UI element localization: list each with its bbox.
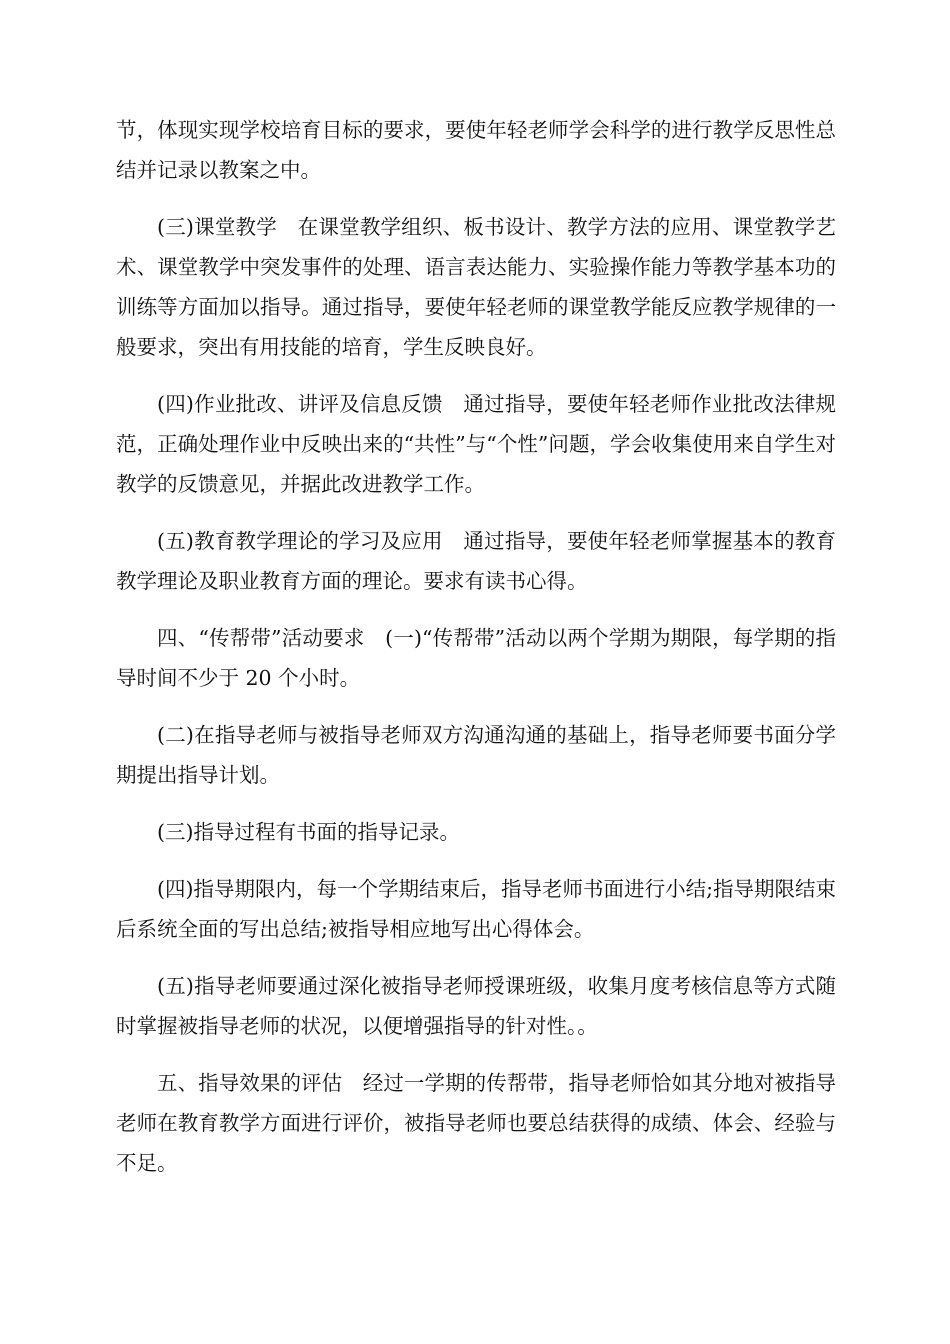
paragraph-continuation: 节，体现实现学校培育目标的要求，要使年轻老师学会科学的进行教学反思性总结并记录以教案之中。 [116,118,836,182]
paragraph-homework-feedback: (四)作业批改、讲评及信息反馈 通过指导，要使年轻老师作业批改法律规范，正确处理作业中反映出来的“共性”与“个性”问题，学会收集使用来自学生对教学的反馈意见，并据此改进教学工作。 [116,392,836,496]
paragraph-theory-study: (五)教育教学理论的学习及应用 通过指导，要使年轻老师掌握基本的教育教学理论及职业教育方面的理论。要求有读书心得。 [116,529,836,593]
paragraph-monitoring: (五)指导老师要通过深化被指导老师授课班级，收集月度考核信息等方式随时掌握被指导老师的状况，以便增强指导的针对性。。 [116,974,836,1038]
paragraph-term-summary: (四)指导期限内，每一个学期结束后，指导老师书面进行小结;指导期限结束后系统全面的写出总结;被指导相应地写出心得体会。 [116,877,836,941]
document-body [116,110,836,1200]
paragraph-classroom-teaching: (三)课堂教学 在课堂教学组织、板书设计、教学方法的应用、课堂教学艺术、课堂教学中突发事件的处理、语言表达能力、实验操作能力等教学基本功的训练等方面加以指导。通过指导，要使年轻老师的课堂教学能反应教学规律的一般要求，突出有用技能的培育，学生反映良好。 [116,215,836,359]
paragraph-guidance-records: (三)指导过程有书面的指导记录。 [157,820,460,844]
paragraph-activity-requirements: 四、“传帮带”活动要求 (一)“传帮带”活动以两个学期为期限，每学期的指导时间不少于 20 个小时。 [116,626,836,690]
paragraph-guidance-plan: (二)在指导老师与被指导老师双方沟通沟通的基础上，指导老师要书面分学期提出指导计划。 [116,723,836,787]
paragraph-evaluation: 五、指导效果的评估 经过一学期的传帮带，指导老师恰如其分地对被指导老师在教育教学方面进行评价，被指导老师也要总结获得的成绩、体会、经验与不足。 [116,1071,836,1175]
